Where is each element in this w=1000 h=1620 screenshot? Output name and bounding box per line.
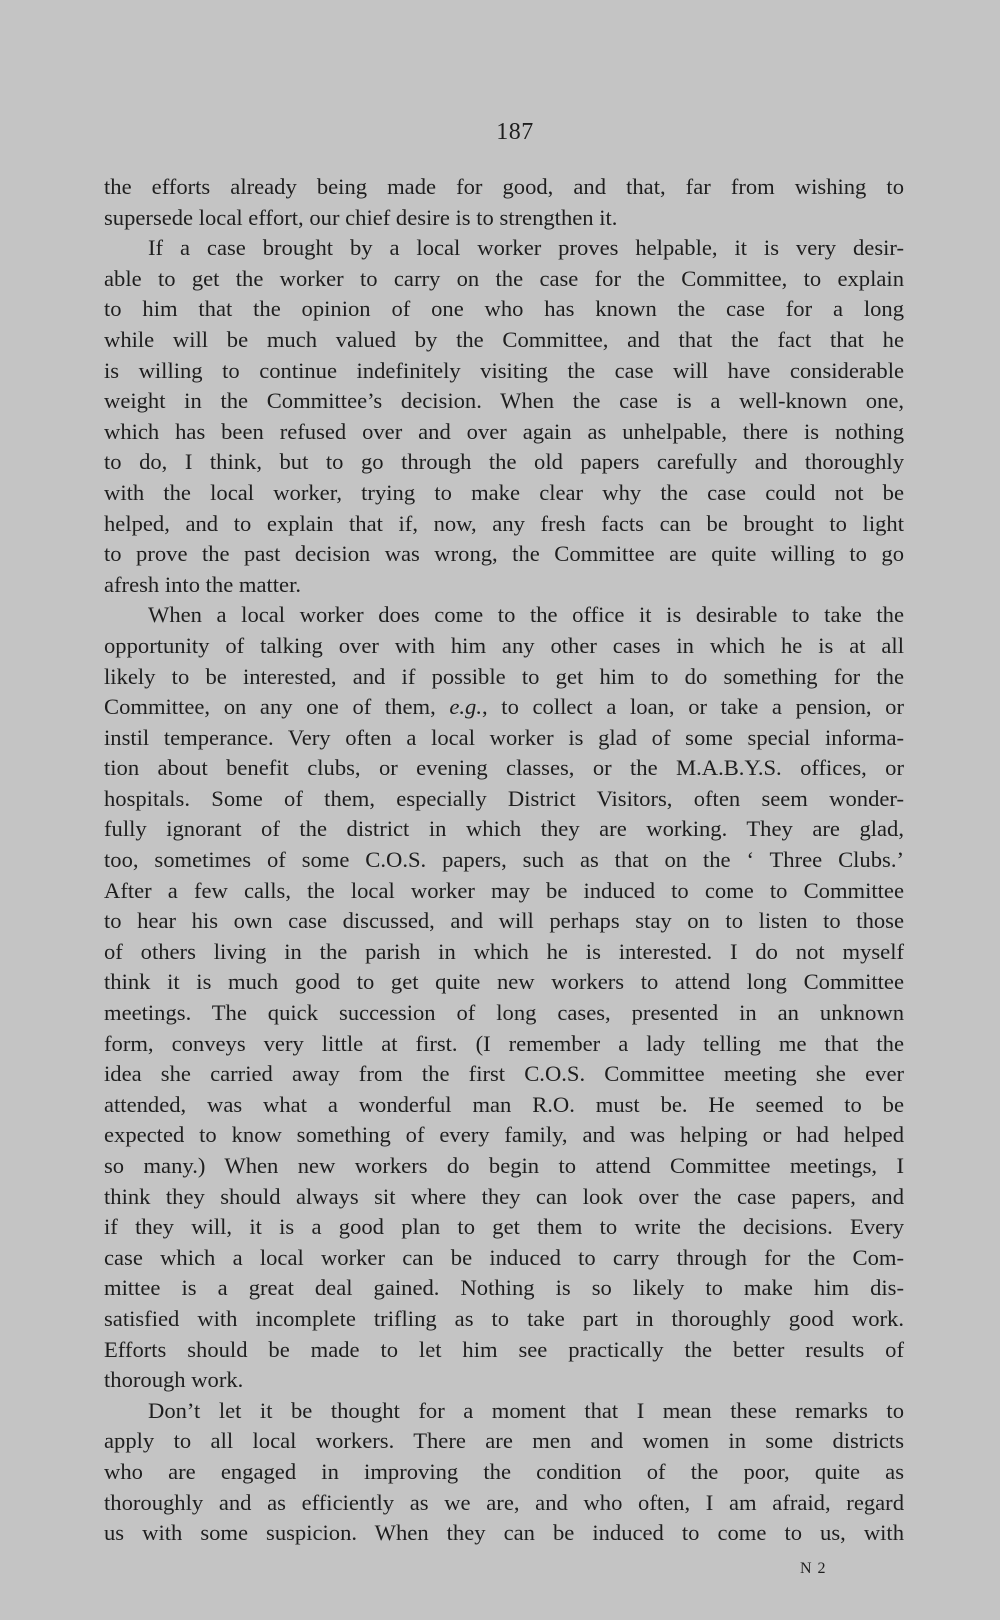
text-line: us with some suspicion. When they can be induced to come to us, with <box>104 1520 904 1546</box>
text-line: which has been refused over and over again as unhelpable, there is nothing <box>104 418 904 444</box>
text-line: apply to all local workers. There are men and women in some districts <box>104 1428 904 1454</box>
text-line: too, sometimes of some C.O.S. papers, such as that on the ‘ Three Clubs.’ <box>104 847 904 873</box>
text-line: if they will, it is a good plan to get them to write the decisions. Every <box>104 1214 904 1240</box>
text-line: When a local worker does come to the office it is desirable to take the <box>148 602 904 628</box>
text-line: mittee is a great deal gained. Nothing is so likely to make him dis- <box>104 1275 904 1301</box>
text-line: with the local worker, trying to make clear why the case could not be <box>104 479 904 505</box>
abbreviation-eg: e.g. <box>449 694 482 720</box>
text-line: idea she carried away from the first C.O.S. Committee meeting she ever <box>104 1061 904 1087</box>
text-line: able to get the worker to carry on the case for the Committee, to explain <box>104 265 904 291</box>
text-line: to hear his own case discussed, and will perhaps stay on to listen to those <box>104 908 904 934</box>
text-line: supersede local effort, our chief desire is to strengthen it. <box>104 204 618 230</box>
text-line: thorough work. <box>104 1367 244 1393</box>
text-line: Efforts should be made to let him see practically the better results of <box>104 1336 904 1362</box>
text-line: is willing to continue indefinitely visiting the case will have considerable <box>104 357 904 383</box>
text-line: to do, I think, but to go through the old papers carefully and thoroughly <box>104 449 904 475</box>
text-line: tion about benefit clubs, or evening classes, or the M.A.B.Y.S. offices, or <box>104 755 904 781</box>
text-line: to him that the opinion of one who has known the case for a long <box>104 296 904 322</box>
text-line: attended, was what a wonderful man R.O. must be. He seemed to be <box>104 1091 904 1117</box>
text-line: Don’t let it be thought for a moment that I mean these remarks to <box>148 1397 904 1423</box>
text-line: fully ignorant of the district in which they are working. They are glad, <box>104 816 904 842</box>
text-line: expected to know something of every family, and was helping or had helped <box>104 1122 904 1148</box>
text-line: who are engaged in improving the condition of the poor, quite as <box>104 1458 904 1484</box>
text-line: meetings. The quick succession of long cases, presented in an unknown <box>104 1000 904 1026</box>
text-line: form, conveys very little at first. (I remember a lady telling me that the <box>104 1030 904 1056</box>
text-line: thoroughly and as efficiently as we are, and who often, I am afraid, regard <box>104 1489 904 1515</box>
text-line: while will be much valued by the Committee, and that the fact that he <box>104 326 904 352</box>
text-line: of others living in the parish in which he is interested. I do not myself <box>104 938 904 964</box>
body-text <box>104 172 904 1549</box>
text-line: afresh into the matter. <box>104 571 301 597</box>
text-line: helped, and to explain that if, now, any fresh facts can be brought to light <box>104 510 904 536</box>
text-line: hospitals. Some of them, especially District Visitors, often seem wonder- <box>104 785 904 811</box>
text-line: think they should always sit where they can look over the case papers, and <box>104 1183 904 1209</box>
text-line: satisfied with incomplete trifling as to take part in thoroughly good work. <box>104 1305 904 1331</box>
text-line: If a case brought by a local worker proves helpable, it is very desir- <box>148 235 904 261</box>
text-line: weight in the Committee’s decision. When the case is a well-known one, <box>104 388 904 414</box>
text-line: the efforts already being made for good, and that, far from wishing to <box>104 174 904 199</box>
text-line: think it is much good to get quite new workers to attend long Committee <box>104 969 904 995</box>
text-line: likely to be interested, and if possible to get him to do something for the <box>104 663 904 689</box>
text-line: case which a local worker can be induced to carry through for the Com- <box>104 1244 904 1270</box>
signature-mark: N 2 <box>800 1560 827 1577</box>
text-line: After a few calls, the local worker may be induced to come to Committee <box>104 877 904 903</box>
text-line: so many.) When new workers do begin to attend Committee meetings, I <box>104 1153 904 1178</box>
text-line: opportunity of talking over with him any other cases in which he is at all <box>104 632 904 658</box>
text-line: Committee, on any one of them, e.g., to collect a loan, or take a pension, or <box>104 694 904 720</box>
text-line: instil temperance. Very often a local worker is glad of some special informa- <box>104 724 904 750</box>
page-number: 187 <box>496 119 534 145</box>
text-line: to prove the past decision was wrong, the Committee are quite willing to go <box>104 541 904 567</box>
